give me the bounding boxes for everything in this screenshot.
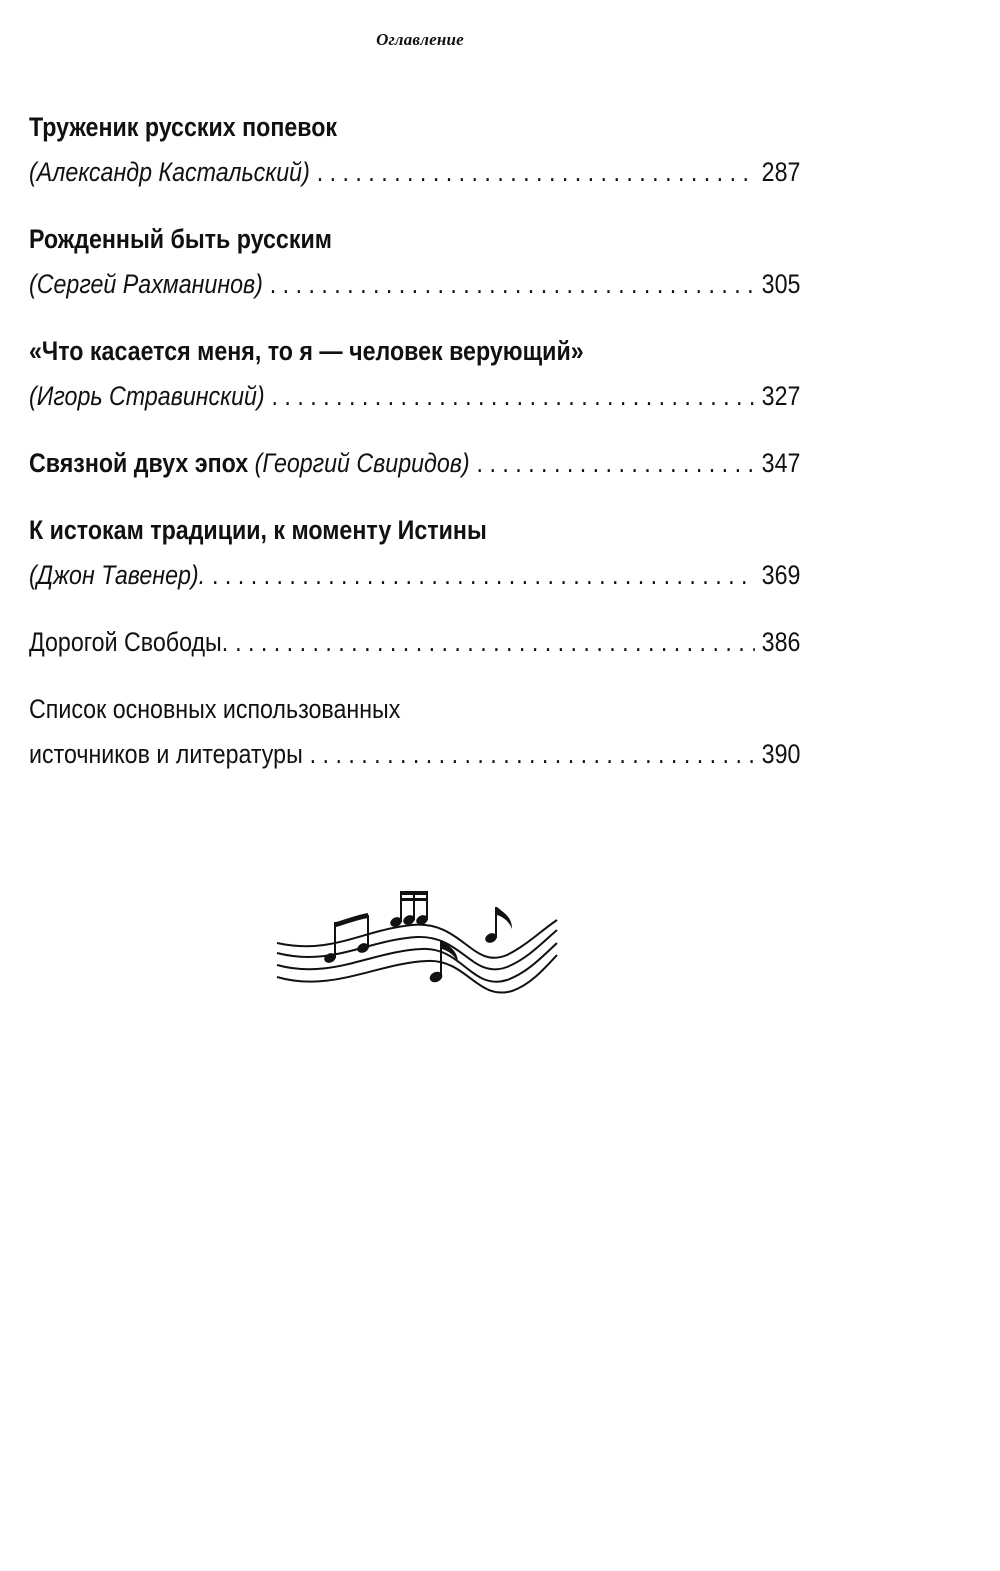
page-number: 287 [761, 157, 801, 187]
toc-entry-sviridov[interactable] [29, 441, 801, 486]
toc-entry-rachmaninov[interactable] [29, 217, 801, 307]
leader-dots [317, 150, 755, 195]
page-number: 327 [761, 381, 801, 411]
entry-title-line1: Список основных использованных [29, 694, 401, 724]
entry-subtitle: (Джон Тавенер). [29, 560, 206, 590]
entry-title: Дорогой Свободы. [29, 627, 229, 657]
page-number: 390 [761, 739, 801, 769]
entry-subtitle: (Георгий Свиридов) [254, 448, 470, 478]
leader-dots [270, 262, 755, 307]
toc-entry-stravinsky[interactable] [29, 329, 801, 419]
entry-title: Связной двух эпох [29, 448, 249, 478]
entry-title: Труженик русских попевок [29, 112, 338, 142]
page-number: 305 [761, 269, 801, 299]
toc-entry-sources[interactable] [29, 687, 801, 777]
entry-subtitle: (Сергей Рахманинов) [29, 269, 263, 299]
leader-dots [477, 441, 755, 486]
table-of-contents [29, 105, 801, 799]
page-number: 347 [761, 448, 801, 478]
page-number: 386 [761, 627, 801, 657]
toc-entry-kastalsky[interactable] [29, 105, 801, 195]
toc-entry-freedom[interactable] [29, 620, 801, 665]
leader-dots [272, 374, 755, 419]
leader-dots [212, 553, 755, 598]
running-head: Оглавление [376, 30, 464, 49]
entry-title: Рожденный быть русским [29, 224, 332, 254]
leader-dots [235, 620, 755, 665]
entry-title: «Что касается меня, то я — человек верующий» [29, 336, 584, 366]
entry-title-line2: источников и литературы [29, 739, 303, 769]
entry-title: К истокам традиции, к моменту Истины [29, 515, 487, 545]
entry-subtitle: (Александр Кастальский) [29, 157, 310, 187]
toc-entry-tavener[interactable] [29, 508, 801, 598]
page-number: 369 [761, 560, 801, 590]
leader-dots [310, 732, 755, 777]
entry-subtitle: (Игорь Стравинский) [29, 381, 265, 411]
music-notes-ornament-icon [272, 885, 562, 1005]
